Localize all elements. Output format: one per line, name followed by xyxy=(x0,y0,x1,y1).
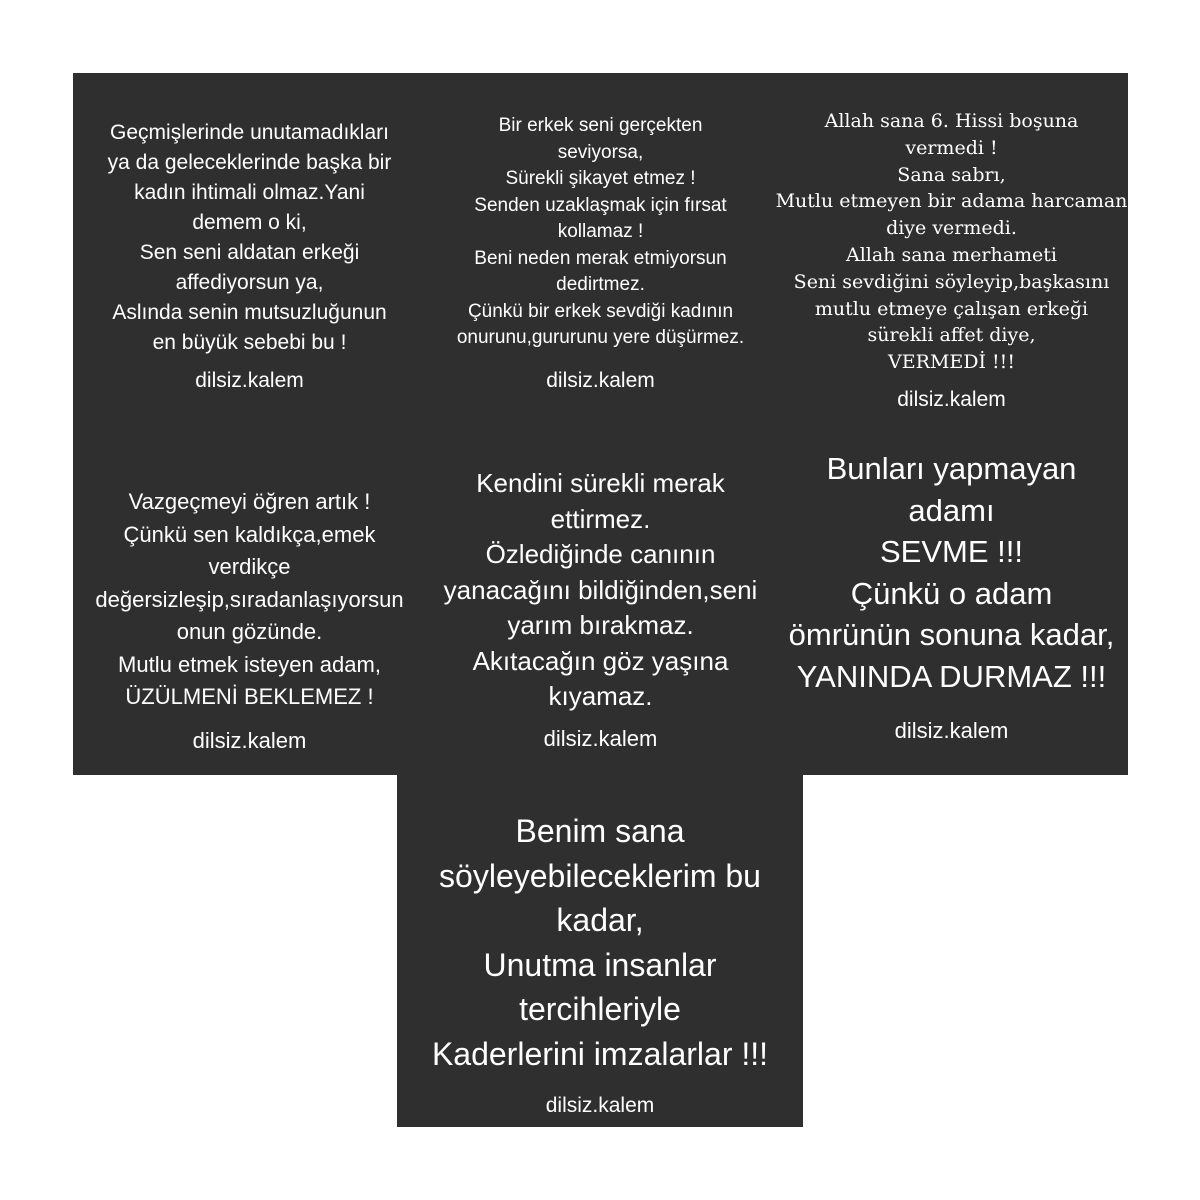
quote-text: Geçmişlerinde unutamadıkları ya da geleceklerinde başka bir kadın ihtimali olmaz.Yani demem o ki, Sen seni aldatan erkeği affediyorsun ya, Aslında senin mutsuzluğunun en büyük sebebi bu ! xyxy=(107,121,392,354)
author-signature: dilsiz.kalem xyxy=(546,369,655,392)
quote-card-6 xyxy=(775,424,1128,775)
author-signature: dilsiz.kalem xyxy=(897,388,1006,411)
quote-card-7 xyxy=(397,775,803,1127)
quote-card-3 xyxy=(775,73,1128,424)
quote-text: Bunları yapmayan adamı SEVME !!! Çünkü o adam ömrünün sonuna kadar, YANINDA DURMAZ !!! xyxy=(788,451,1115,694)
quote-card-2 xyxy=(426,73,775,424)
quote-card-4 xyxy=(73,424,426,775)
quote-text: Vazgeçmeyi öğren artık ! Çünkü sen kaldıkça,emek verdikçe değersizleşip,sıradanlaşıyorsun onun gözünde. Mutlu etmek isteyen adam, ÜZÜLMENİ BEKLEMEZ ! xyxy=(95,489,404,709)
quote-text: Kendini sürekli merak ettirmez. Özlediğinde canının yanacağını bildiğinden,seni yarım bırakmaz. Akıtacağın göz yaşına kıyamaz. xyxy=(443,468,758,711)
quote-text: Allah sana 6. Hissi boşuna vermedi ! Sana sabrı, Mutlu etmeyen bir adama harcaman diye vermedi. Allah sana merhameti Seni sevdiğini söyleyip,başkasını mutlu etmeye çalışan erkeği sürekli affet diye, VERMEDİ !!! xyxy=(775,110,1128,374)
author-signature: dilsiz.kalem xyxy=(195,369,304,392)
author-signature: dilsiz.kalem xyxy=(894,718,1009,743)
author-signature: dilsiz.kalem xyxy=(192,728,307,753)
author-signature: dilsiz.kalem xyxy=(543,726,658,751)
quote-text: Benim sana söyleyebileceklerim bu kadar, Unutma insanlar tercihleriyle Kaderlerini imzalarlar !!! xyxy=(431,813,769,1072)
quote-card-5 xyxy=(426,424,775,775)
quote-text: Bir erkek seni gerçekten seviyorsa, Sürekli şikayet etmez ! Senden uzaklaşmak için fırsat kollamaz ! Beni neden merak etmiyorsun dedirtmez. Çünkü bir erkek sevdiği kadının onurunu,gururunu yere düşürmez. xyxy=(456,115,745,348)
author-signature: dilsiz.kalem xyxy=(545,1094,655,1117)
quote-card-1 xyxy=(73,73,426,424)
